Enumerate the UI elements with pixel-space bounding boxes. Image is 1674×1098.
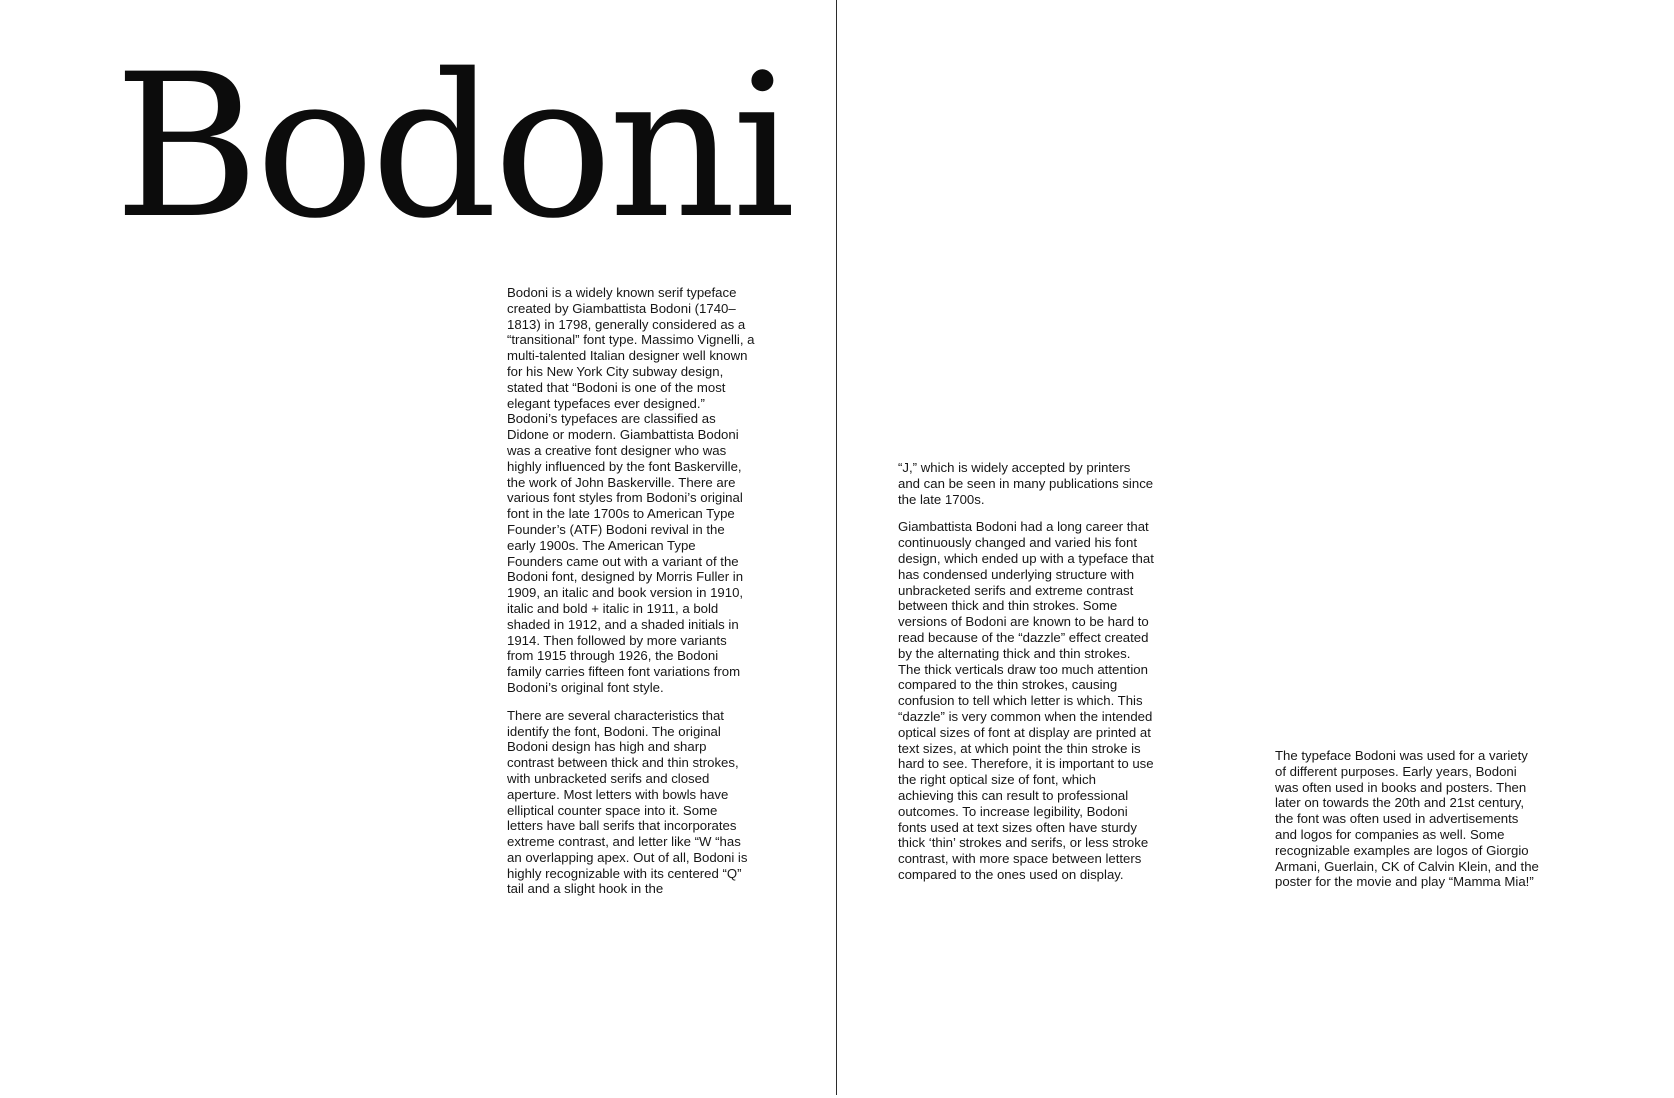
paragraph: Giambattista Bodoni had a long career that continuously changed and varied his font design, which ended up with a typeface that has condensed underlying structure with unbracketed serifs and extreme contrast between thick and thin strokes. Some versions of Bodoni are known to be hard to read because of the “dazzle” effect created by the alternating thick and thin strokes. The thick verticals draw too much attention compared to the thin strokes, causing confusion to tell which letter is which. This “dazzle” is very common when the intended optical sizes of font at display are printed at text sizes, at which point the thin stroke is hard to see. Therefore, it is important to use the right optical size of font, which achieving this can result to professional outcomes. To increase legibility, Bodoni fonts used at text sizes often have sturdy thick ‘thin’ strokes and serifs, or less stroke contrast, with more space between letters compared to the ones used on display. — [898, 519, 1154, 882]
middle-text-column — [898, 460, 1154, 895]
paragraph: Bodoni is a widely known serif typeface created by Giambattista Bodoni (1740–1813) in 1798, generally considered as a “transitional” font type. Massimo Vignelli, a multi-talented Italian designer well known for his New York City subway design, stated that “Bodoni is one of the most elegant typefaces ever designed.” Bodoni’s typefaces are classified as Didone or modern. Giambattista Bodoni was a creative font designer who was highly influenced by the font Baskerville, the work of John Baskerville. There are various font styles from Bodoni’s original font in the late 1700s to American Type Founder’s (ATF) Bodoni revival in the early 1900s. The American Type Founders came out with a variant of the Bodoni font, designed by Morris Fuller in 1909, an italic and book version in 1910, italic and bold + italic in 1911, a bold shaded in 1912, and a shaded initials in 1914. Then followed by more variants from 1915 through 1926, the Bodoni family carries fifteen font variations from Bodoni’s original font style. — [507, 285, 755, 695]
page-title: Bodoni — [114, 31, 792, 262]
page-divider-rule — [836, 0, 837, 1095]
right-text-column — [1275, 748, 1541, 902]
paragraph: “J,” which is widely accepted by printers and can be seen in many publications since the late 1700s. — [898, 460, 1154, 507]
left-text-column — [507, 285, 755, 909]
paragraph: The typeface Bodoni was used for a variety of different purposes. Early years, Bodoni was often used in books and posters. Then later on towards the 20th and 21st century, the font was often used in advertisements and logos for companies as well. Some recognizable examples are logos of Giorgio Armani, Guerlain, CK of Calvin Klein, and the poster for the movie and play “Mamma Mia!” — [1275, 748, 1539, 890]
paragraph: There are several characteristics that identify the font, Bodoni. The original Bodoni design has high and sharp contrast between thick and thin strokes, with unbracketed serifs and closed aperture. Most letters with bowls have elliptical counter space into it. Some letters have ball serifs that incorporates extreme contrast, and letter like “W “has an overlapping apex. Out of all, Bodoni is highly recognizable with its centered “Q” tail and a slight hook in the — [507, 707, 748, 897]
